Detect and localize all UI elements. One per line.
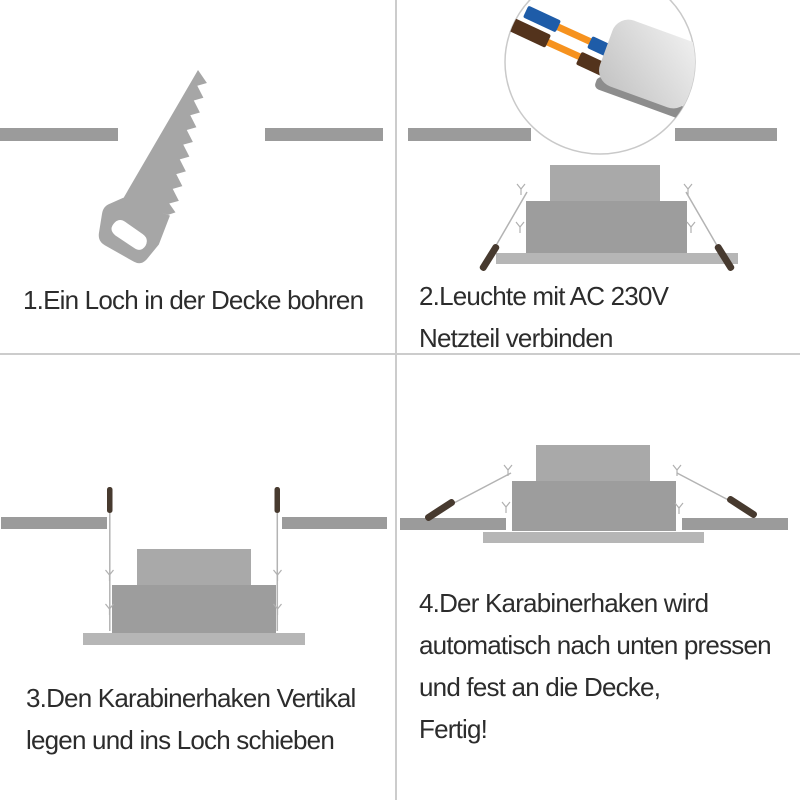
spring-clip-left	[424, 473, 511, 522]
fixture-driver-box	[536, 445, 650, 481]
step-caption	[419, 275, 668, 359]
caption-line: Fertig!	[419, 714, 488, 744]
spring-clip-right	[677, 473, 758, 519]
fixture-trim-flange	[483, 532, 704, 543]
fixture-driver-box	[550, 165, 660, 201]
caption-line: automatisch nach unten pressen	[419, 630, 771, 660]
fixture-driver-box	[137, 549, 251, 586]
fixture-trim-flange	[83, 633, 305, 645]
fixture-body	[526, 201, 687, 253]
panel-divider-vertical	[395, 0, 397, 800]
hinge-mark	[675, 503, 683, 514]
hinge-mark	[673, 465, 681, 476]
ceiling-bar-left	[408, 128, 531, 141]
step-caption	[419, 582, 771, 750]
fixture-body	[112, 585, 276, 633]
ceiling-bar-right	[282, 517, 387, 529]
hinge-mark	[274, 570, 282, 581]
hinge-mark	[106, 570, 114, 581]
caption-line: 2.Leuchte mit AC 230V	[419, 281, 669, 311]
ceiling-bar-right	[682, 518, 788, 530]
caption-line: legen und ins Loch schieben	[26, 725, 334, 755]
power-cable-blue-wire	[523, 6, 634, 64]
ceiling-bar-right	[265, 128, 383, 141]
ceiling-bar-right	[675, 128, 777, 141]
hinge-mark	[516, 222, 524, 233]
step-caption	[23, 279, 363, 321]
ceiling-bar-left	[0, 128, 118, 141]
caption-line: und fest an die Decke,	[419, 672, 661, 702]
ceiling-bar-left	[1, 517, 107, 529]
saw-icon	[90, 56, 226, 269]
fixture-trim-flange	[496, 253, 738, 264]
hinge-mark	[684, 184, 692, 195]
caption-line: 1.Ein Loch in der Decke bohren	[23, 285, 364, 315]
caption-line: 4.Der Karabinerhaken wird	[419, 588, 709, 618]
caption-line: Netzteil verbinden	[419, 323, 613, 353]
connector-block	[592, 15, 718, 124]
power-cable-brown-wire	[509, 18, 623, 80]
step-caption	[26, 677, 355, 761]
caption-line: 3.Den Karabinerhaken Vertikal	[26, 683, 356, 713]
hinge-mark	[517, 184, 525, 195]
panel-divider-horizontal	[0, 353, 800, 355]
hinge-mark	[502, 502, 510, 513]
fixture-body	[512, 481, 676, 531]
hinge-mark	[687, 222, 695, 233]
wire-connector-icon	[509, 6, 718, 124]
saw-handle	[90, 193, 170, 268]
hinge-mark	[504, 465, 512, 476]
ceiling-bar-left	[400, 518, 506, 530]
saw-handle-hole	[108, 218, 152, 252]
